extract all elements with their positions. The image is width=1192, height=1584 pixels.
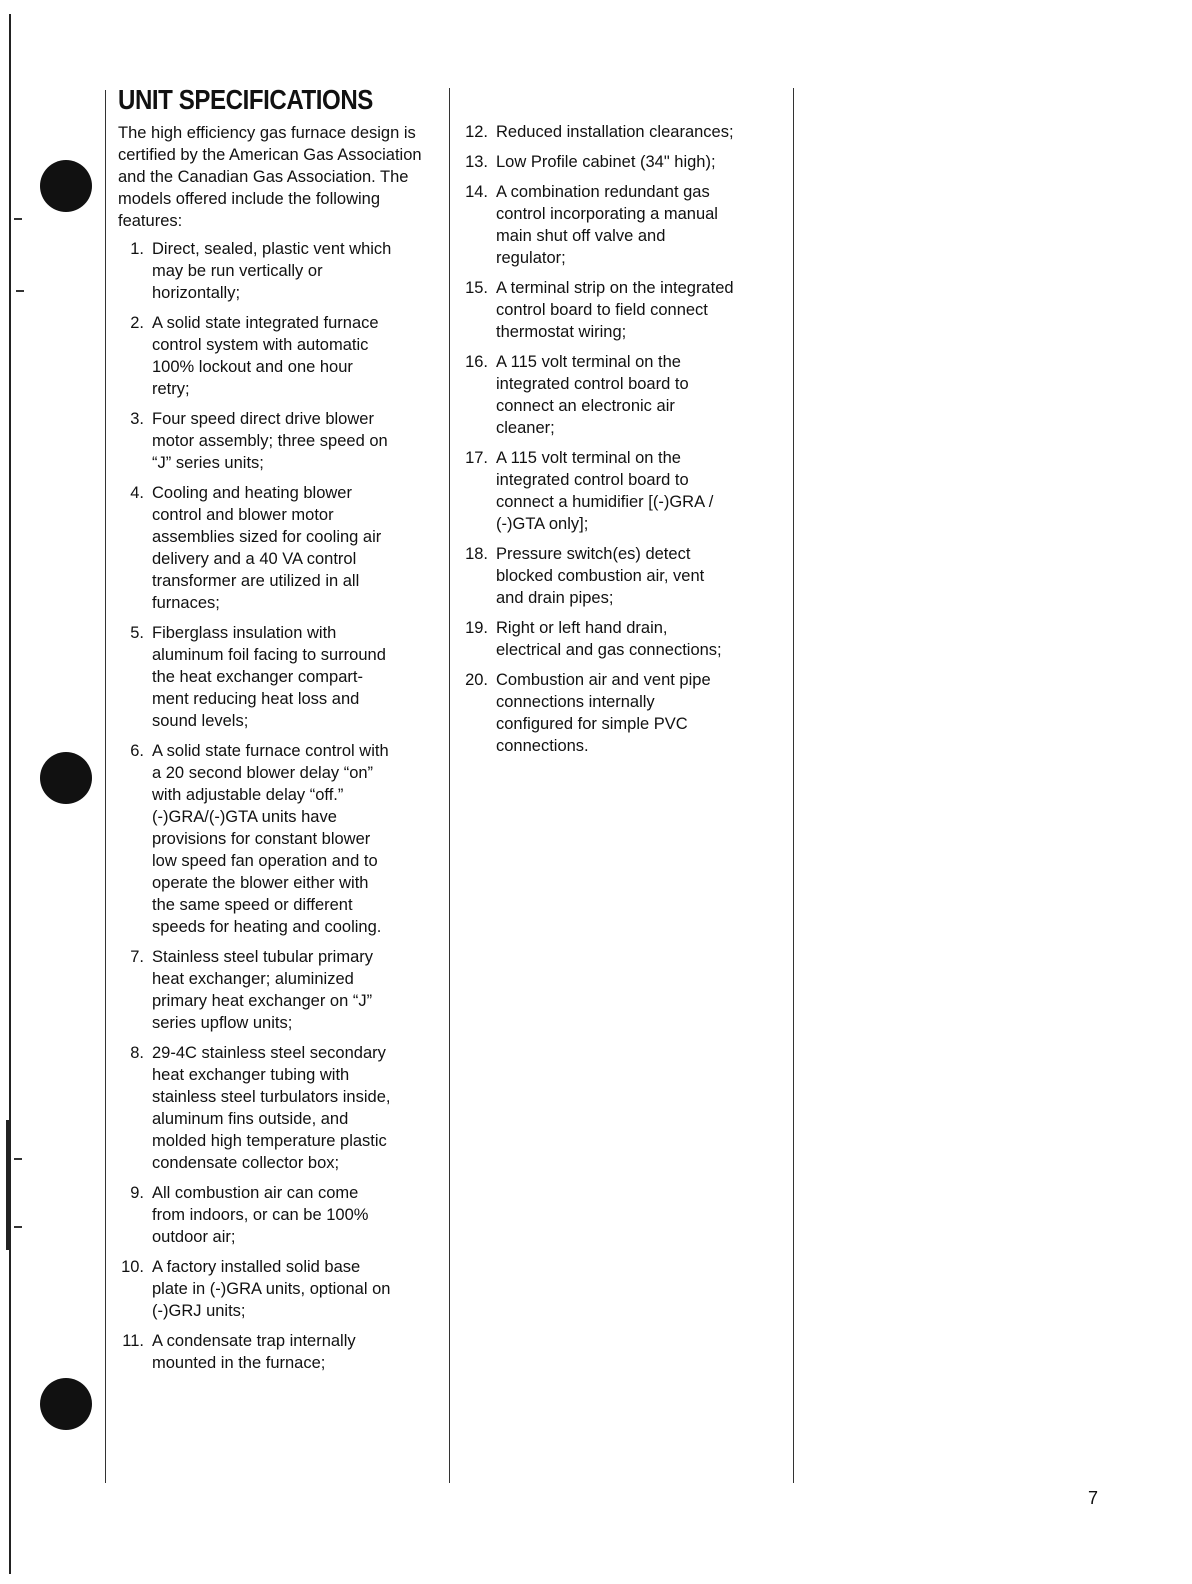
feature-item xyxy=(112,482,422,614)
feature-item xyxy=(112,946,422,1034)
feature-text: Right or left hand drain, electrical and gas connections; xyxy=(496,619,722,659)
feature-item xyxy=(112,408,422,474)
binding-edge-shadow xyxy=(6,1120,11,1250)
feature-number: 8. xyxy=(130,1044,144,1062)
feature-text: Cooling and heating blower control and blower motor assemblies sized for cooling air delivery and a 40 VA control transformer are utilized in all furnaces; xyxy=(152,484,382,612)
feature-text: All combustion air can come from indoors, or can be 100% outdoor air; xyxy=(152,1184,369,1246)
punch-hole xyxy=(40,1378,92,1430)
feature-number: 14. xyxy=(465,183,488,201)
column-rule-left xyxy=(105,90,106,1483)
punch-hole xyxy=(40,752,92,804)
feature-text: Low Profile cabinet (34" high); xyxy=(496,153,716,171)
feature-number: 11. xyxy=(122,1332,144,1350)
feature-item xyxy=(112,622,422,732)
feature-text: A factory installed solid base plate in (-)GRA units, optional on (-)GRJ units; xyxy=(152,1258,391,1320)
feature-item xyxy=(112,312,422,400)
punch-hole xyxy=(40,160,92,212)
scan-mark xyxy=(14,218,22,220)
feature-number: 3. xyxy=(130,410,144,428)
feature-list-right xyxy=(456,121,771,765)
feature-number: 7. xyxy=(130,948,144,966)
feature-text: A 115 volt terminal on the integrated control board to connect a humidifier [(-)GRA / (-)GTA only]; xyxy=(496,449,714,533)
scan-mark xyxy=(16,290,24,292)
feature-item xyxy=(112,1182,422,1248)
feature-number: 13. xyxy=(465,153,488,171)
feature-item xyxy=(456,617,771,661)
column-rule-right xyxy=(793,88,794,1483)
feature-text: Pressure switch(es) detect blocked combustion air, vent and drain pipes; xyxy=(496,545,705,607)
feature-text: A solid state integrated furnace control system with automatic 100% lockout and one hour retry; xyxy=(152,314,379,398)
feature-text: A 115 volt terminal on the integrated control board to connect an electronic air cleaner; xyxy=(496,353,689,437)
feature-item xyxy=(112,1042,422,1174)
feature-text: Fiberglass insulation with aluminum foil facing to surround the heat exchanger compart- ment reducing heat loss and sound levels; xyxy=(152,624,386,730)
feature-number: 18. xyxy=(465,545,488,563)
feature-number: 5. xyxy=(130,624,144,642)
feature-item xyxy=(456,543,771,609)
feature-text: A solid state furnace control with a 20 second blower delay “on” with adjustable delay “off.” (-)GRA/(-)GTA units have provisions for constant blower low speed fan operation and to operate the blower either with the same speed or different speeds for heating and cooling. xyxy=(152,742,389,936)
feature-item xyxy=(112,1330,422,1374)
feature-text: Direct, sealed, plastic vent which may be run vertically or horizontally; xyxy=(152,240,392,302)
scan-mark xyxy=(14,1158,22,1160)
page-number: 7 xyxy=(1088,1488,1099,1508)
binding-edge-line xyxy=(9,14,11,1574)
feature-text: A combination redundant gas control incorporating a manual main shut off valve and regulator; xyxy=(496,183,718,267)
feature-number: 6. xyxy=(130,742,144,760)
feature-item xyxy=(456,121,771,143)
feature-item xyxy=(456,669,771,757)
feature-number: 9. xyxy=(130,1184,144,1202)
feature-item xyxy=(112,238,422,304)
feature-list-left xyxy=(112,238,422,1382)
section-title: UNIT SPECIFICATIONS xyxy=(118,84,373,115)
feature-item xyxy=(456,351,771,439)
feature-number: 17. xyxy=(465,449,488,467)
feature-item xyxy=(456,277,771,343)
feature-number: 16. xyxy=(465,353,488,371)
scan-mark xyxy=(14,1226,22,1228)
feature-item xyxy=(456,181,771,269)
feature-number: 1. xyxy=(130,240,144,258)
intro-paragraph: The high efficiency gas furnace design is certified by the American Gas Association and the Canadian Gas Association. The models offered include the following features: xyxy=(118,124,422,230)
feature-text: Combustion air and vent pipe connections internally configured for simple PVC connections. xyxy=(496,671,711,755)
feature-item xyxy=(456,447,771,535)
feature-text: Stainless steel tubular primary heat exchanger; aluminized primary heat exchanger on “J” series upflow units; xyxy=(152,948,374,1032)
column-rule-middle xyxy=(449,88,450,1483)
feature-item xyxy=(456,151,771,173)
feature-text: Four speed direct drive blower motor assembly; three speed on “J” series units; xyxy=(152,410,388,472)
feature-number: 2. xyxy=(130,314,144,332)
feature-item xyxy=(112,1256,422,1322)
feature-text: Reduced installation clearances; xyxy=(496,123,734,141)
feature-number: 20. xyxy=(465,671,488,689)
feature-text: A terminal strip on the integrated control board to field connect thermostat wiring; xyxy=(496,279,734,341)
feature-number: 10. xyxy=(121,1258,144,1276)
feature-number: 15. xyxy=(465,279,488,297)
feature-number: 4. xyxy=(130,484,144,502)
feature-text: A condensate trap internally mounted in the furnace; xyxy=(152,1332,356,1372)
feature-item xyxy=(112,740,422,938)
feature-text: 29-4C stainless steel secondary heat exchanger tubing with stainless steel turbulators inside, aluminum fins outside, and molded high temperature plastic condensate collector box; xyxy=(152,1044,391,1172)
feature-number: 19. xyxy=(465,619,488,637)
feature-number: 12. xyxy=(465,123,488,141)
